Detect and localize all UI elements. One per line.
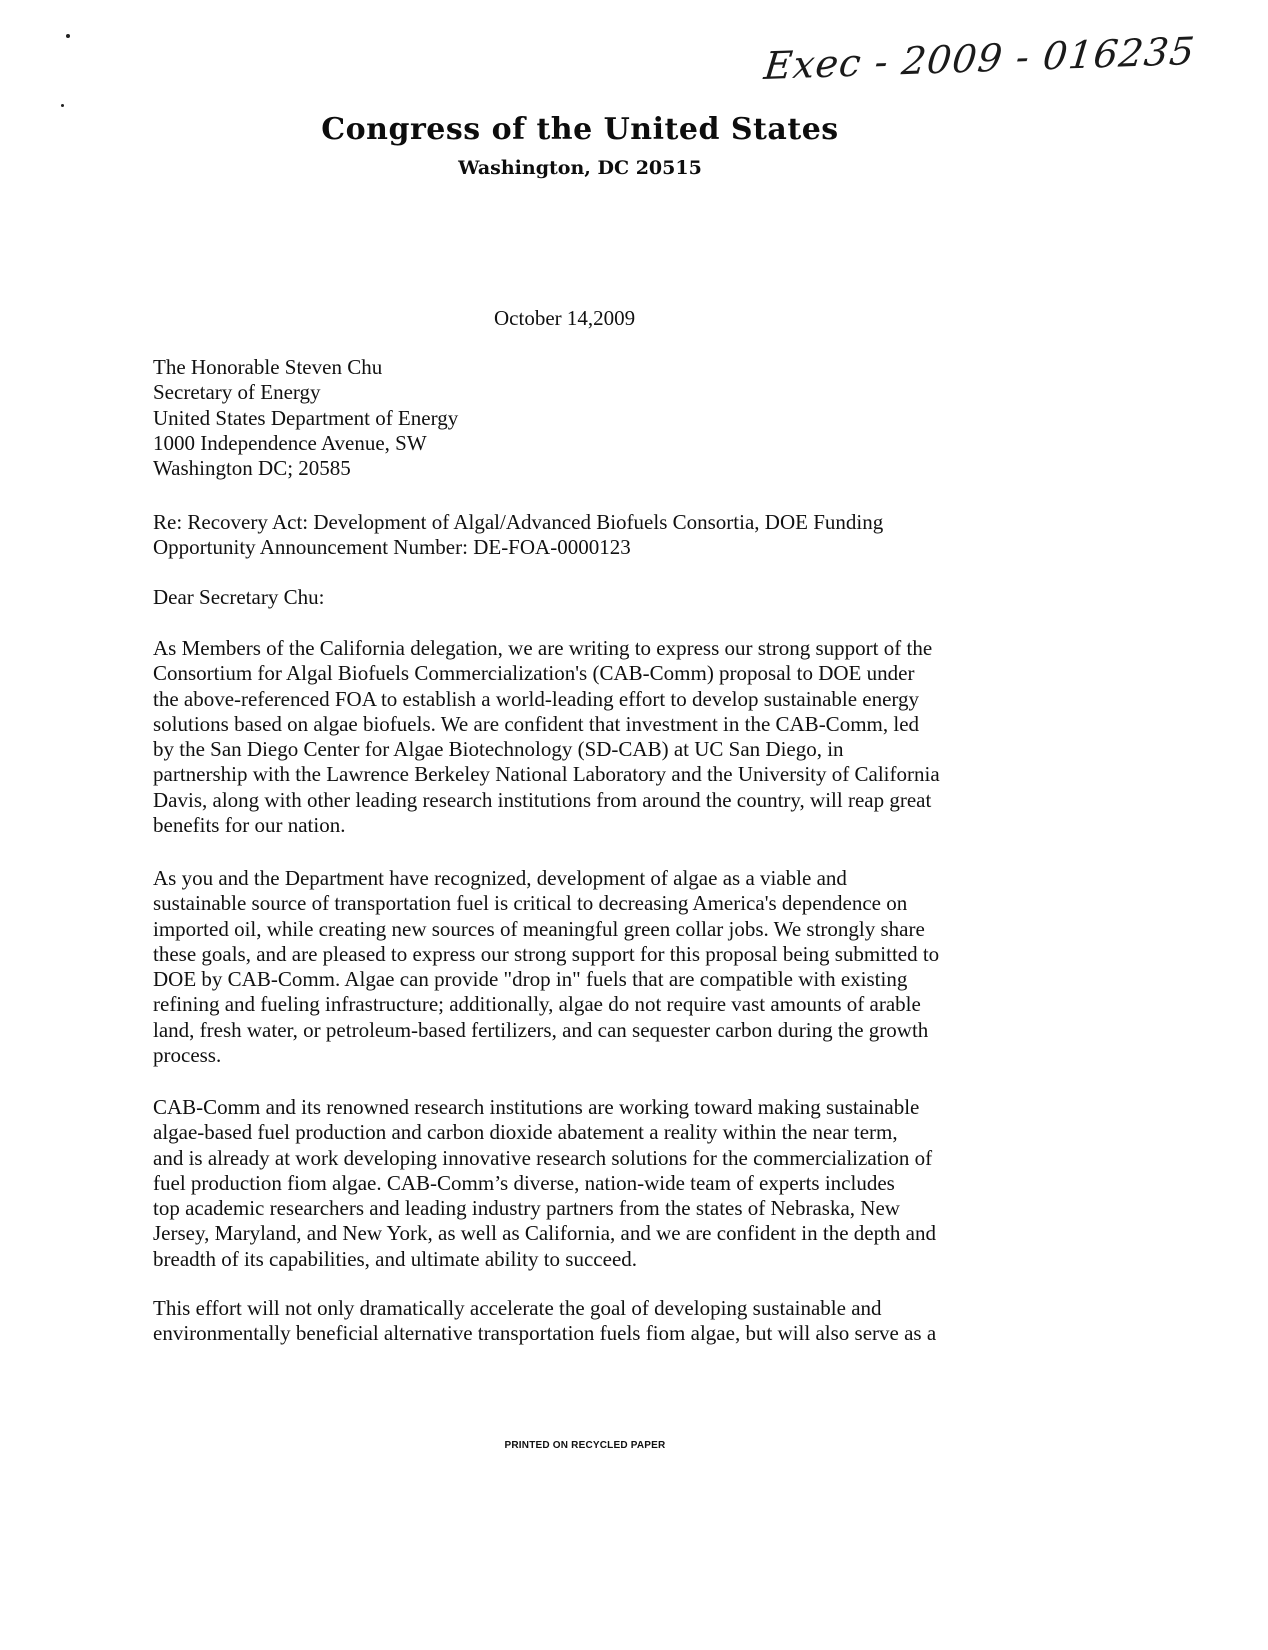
paragraph-line: sustainable source of transportation fuel is critical to decreasing America's dependence on — [153, 891, 908, 916]
paragraph-line: Consortium for Algal Biofuels Commercialization's (CAB-Comm) proposal to DOE under — [153, 661, 915, 686]
recipient-address-block — [153, 355, 458, 481]
paragraph-line: fuel production fiom algae. CAB-Comm’s diverse, nation-wide team of experts includes — [153, 1170, 895, 1195]
subject-line-block — [153, 510, 883, 561]
paragraph-line: Davis, along with other leading research institutions from around the country, will reap great — [153, 787, 932, 812]
paragraph-line: As Members of the California delegation, we are writing to express our strong support of the — [153, 636, 933, 660]
paragraph-line: CAB-Comm and its renowned research institutions are working toward making sustainable — [153, 1095, 920, 1119]
paragraph-line: DOE by CAB-Comm. Algae can provide "drop in" fuels that are compatible with existing — [153, 967, 908, 992]
paragraph-line: algae-based fuel production and carbon dioxide abatement a reality within the near term, — [153, 1120, 898, 1145]
letter-date: October 14,2009 — [494, 306, 636, 330]
scan-speck — [66, 34, 70, 38]
scan-speck — [61, 104, 64, 107]
paragraph-line: these goals, and are pleased to express our strong support for this proposal being submitted to — [153, 941, 940, 966]
body-paragraph-2 — [153, 866, 939, 1068]
body-paragraph-1 — [153, 636, 940, 838]
paragraph-line: process. — [153, 1043, 222, 1068]
recipient-line: 1000 Independence Avenue, SW — [153, 430, 427, 455]
handwritten-reference-number: Exec - 2009 - 016235 — [762, 29, 1198, 88]
recipient-line: United States Department of Energy — [153, 405, 459, 430]
paragraph-line: partnership with the Lawrence Berkeley National Laboratory and the University of California — [153, 762, 940, 787]
paragraph-line: top academic researchers and leading industry partners from the states of Nebraska, New — [153, 1196, 900, 1221]
recipient-line: Secretary of Energy — [153, 380, 321, 405]
paragraph-line: imported oil, while creating new sources of meaningful green collar jobs. We strongly share — [153, 916, 925, 941]
paragraph-line: environmentally beneficial alternative transportation fuels fiom algae, but will also serve as a — [153, 1321, 937, 1346]
paragraph-line: the above-referenced FOA to establish a world-leading effort to develop sustainable energy — [153, 686, 920, 711]
paragraph-line: Jersey, Maryland, and New York, as well as California, and we are confident in the depth and — [153, 1221, 936, 1246]
body-paragraph-3 — [153, 1095, 936, 1272]
subject-line: Re: Recovery Act: Development of Algal/Advanced Biofuels Consortia, DOE Funding — [153, 510, 884, 534]
paragraph-line: and is already at work developing innovative research solutions for the commercialization of — [153, 1145, 933, 1170]
paragraph-line: refining and fueling infrastructure; additionally, algae do not require vast amounts of arable — [153, 992, 921, 1017]
body-paragraph-4 — [153, 1296, 936, 1347]
salutation: Dear Secretary Chu: — [153, 585, 325, 609]
paragraph-line: by the San Diego Center for Algae Biotechnology (SD-CAB) at UC San Diego, in — [153, 737, 844, 762]
subject-line: Opportunity Announcement Number: DE-FOA-0000123 — [153, 535, 631, 560]
paragraph-line: As you and the Department have recognized, development of algae as a viable and — [153, 866, 847, 890]
recycled-paper-footer: PRINTED ON RECYCLED PAPER — [504, 1440, 666, 1451]
letterhead-title: Congress of the United States — [321, 112, 839, 147]
recipient-line: Washington DC; 20585 — [153, 456, 351, 481]
recipient-line: The Honorable Steven Chu — [153, 355, 383, 379]
paragraph-line: This effort will not only dramatically accelerate the goal of developing sustainable and — [153, 1296, 882, 1320]
paragraph-line: solutions based on algae biofuels. We are confident that investment in the CAB-Comm, led — [153, 711, 920, 736]
paragraph-line: breadth of its capabilities, and ultimate ability to succeed. — [153, 1246, 638, 1271]
paragraph-line: benefits for our nation. — [153, 813, 346, 838]
paragraph-line: land, fresh water, or petroleum-based fertilizers, and can sequester carbon during the growth — [153, 1017, 929, 1042]
letterhead-address: Washington, DC 20515 — [458, 157, 702, 179]
